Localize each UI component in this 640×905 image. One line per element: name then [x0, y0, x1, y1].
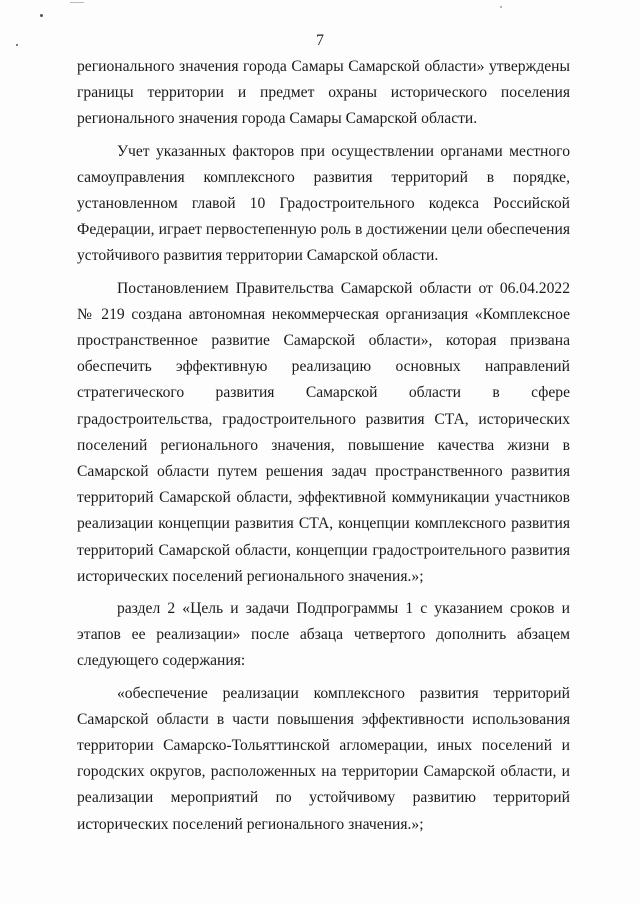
- scan-speck: [500, 6, 502, 8]
- document-body: [77, 54, 570, 844]
- page-number: 7: [316, 32, 324, 49]
- paragraph-2: Учет указанных факторов при осуществлении органами местного самоуправления комплексного развития территорий в порядке, установленном главой 10 Градостроительного кодекса Российской Федерации, играет первостепенную роль в достижении цели обеспечения устойчивого развития территории Самарской области.: [77, 142, 570, 265]
- paragraph-1: регионального значения города Самары Самарской области» утверждены границы территории и предмет охраны исторического поселения регионального значения города Самары Самарской области.: [77, 58, 570, 128]
- paragraph-3: Постановлением Правительства Самарской области от 06.04.2022 № 219 создана автономная некоммерческая организация «Комплексное пространственное развитие Самарской области», которая призвана обеспечить эффективную реализацию основных направлений стратегического развития Самарской области в сфере градостроительства, градостроительного развития СТА, исторических поселений регионального значения, повышение качества жизни в Самарской области путем решения задач пространственного развития территорий Самарской области, эффективной коммуникации участников реализации концепции развития СТА, концепции комплексного развития территорий Самарской области, концепции градостроительного развития исторических поселений регионального значения.»;: [77, 279, 570, 585]
- scan-speck: [40, 14, 43, 17]
- scan-speck: [70, 2, 84, 3]
- paragraph-4: раздел 2 «Цель и задачи Подпрограммы 1 с указанием сроков и этапов ее реализации» после абзаца четвертого дополнить абзацем следующего содержания:: [77, 600, 570, 670]
- paragraph-5: «обеспечение реализации комплексного развития территорий Самарской области в части повышения эффективности использования территории Самарско-Тольяттинской агломерации, иных поселений и городских округов, расположенных на территории Самарской области, и реализации мероприятий по устойчивому развитию территорий исторических поселений регионального значения.»;: [77, 684, 570, 833]
